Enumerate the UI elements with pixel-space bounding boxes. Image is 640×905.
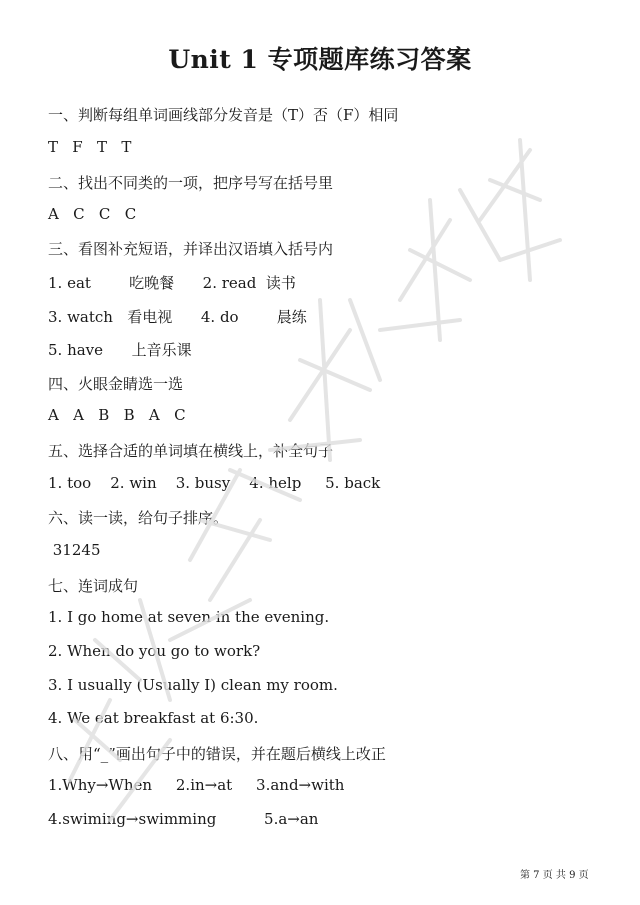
section-3-heading: 三、看图补充短语，并译出汉语填入括号内 bbox=[48, 240, 334, 258]
section-4-heading: 四、火眼金睛选一选 bbox=[48, 375, 184, 393]
section-3-answer-line: 1. eat 吃晚餐 2. read 读书 bbox=[48, 274, 296, 292]
section-8-heading: 八、用“_”画出句子中的错误，并在题后横线上改正 bbox=[48, 745, 386, 763]
section-3-answer-line: 3. watch 看电视 4. do 晨练 bbox=[48, 308, 307, 326]
section-3-answer-line: 5. have 上音乐课 bbox=[48, 341, 192, 359]
section-2-heading: 二、找出不同类的一项，把序号写在括号里 bbox=[48, 174, 334, 192]
section-7-answer-line: 1. I go home at seven in the evening. bbox=[48, 608, 330, 626]
section-7-answer-line: 4. We eat breakfast at 6:30. bbox=[48, 709, 259, 727]
section-8-answer-line: 1.Why→When 2.in→at 3.and→with bbox=[48, 776, 345, 794]
section-6-answers: 31245 bbox=[48, 541, 101, 559]
section-7-answer-line: 3. I usually (Usually I) clean my room. bbox=[48, 676, 338, 694]
section-7-heading: 七、连词成句 bbox=[48, 577, 139, 595]
section-7-answer-line: 2. When do you go to work? bbox=[48, 642, 261, 660]
section-4-answers: A A B B A C bbox=[48, 406, 186, 424]
page-number: 第 7 页 共 9 页 bbox=[520, 870, 589, 881]
section-8-answer-line: 4.swiming→swimming 5.a→an bbox=[48, 810, 319, 828]
section-1-answers: T F T T bbox=[48, 138, 132, 156]
section-5-answers: 1. too 2. win 3. busy 4. help 5. back bbox=[48, 474, 381, 492]
section-6-heading: 六、读一读，给句子排序。 bbox=[48, 509, 229, 527]
section-5-heading: 五、选择合适的单词填在横线上，补全句子 bbox=[48, 442, 334, 460]
section-2-answers: A C C C bbox=[48, 205, 137, 223]
page-title: Unit 1 专项题库练习答案 bbox=[168, 45, 472, 74]
section-1-heading: 一、判断每组单词画线部分发音是（T）否（F）相同 bbox=[48, 106, 399, 124]
